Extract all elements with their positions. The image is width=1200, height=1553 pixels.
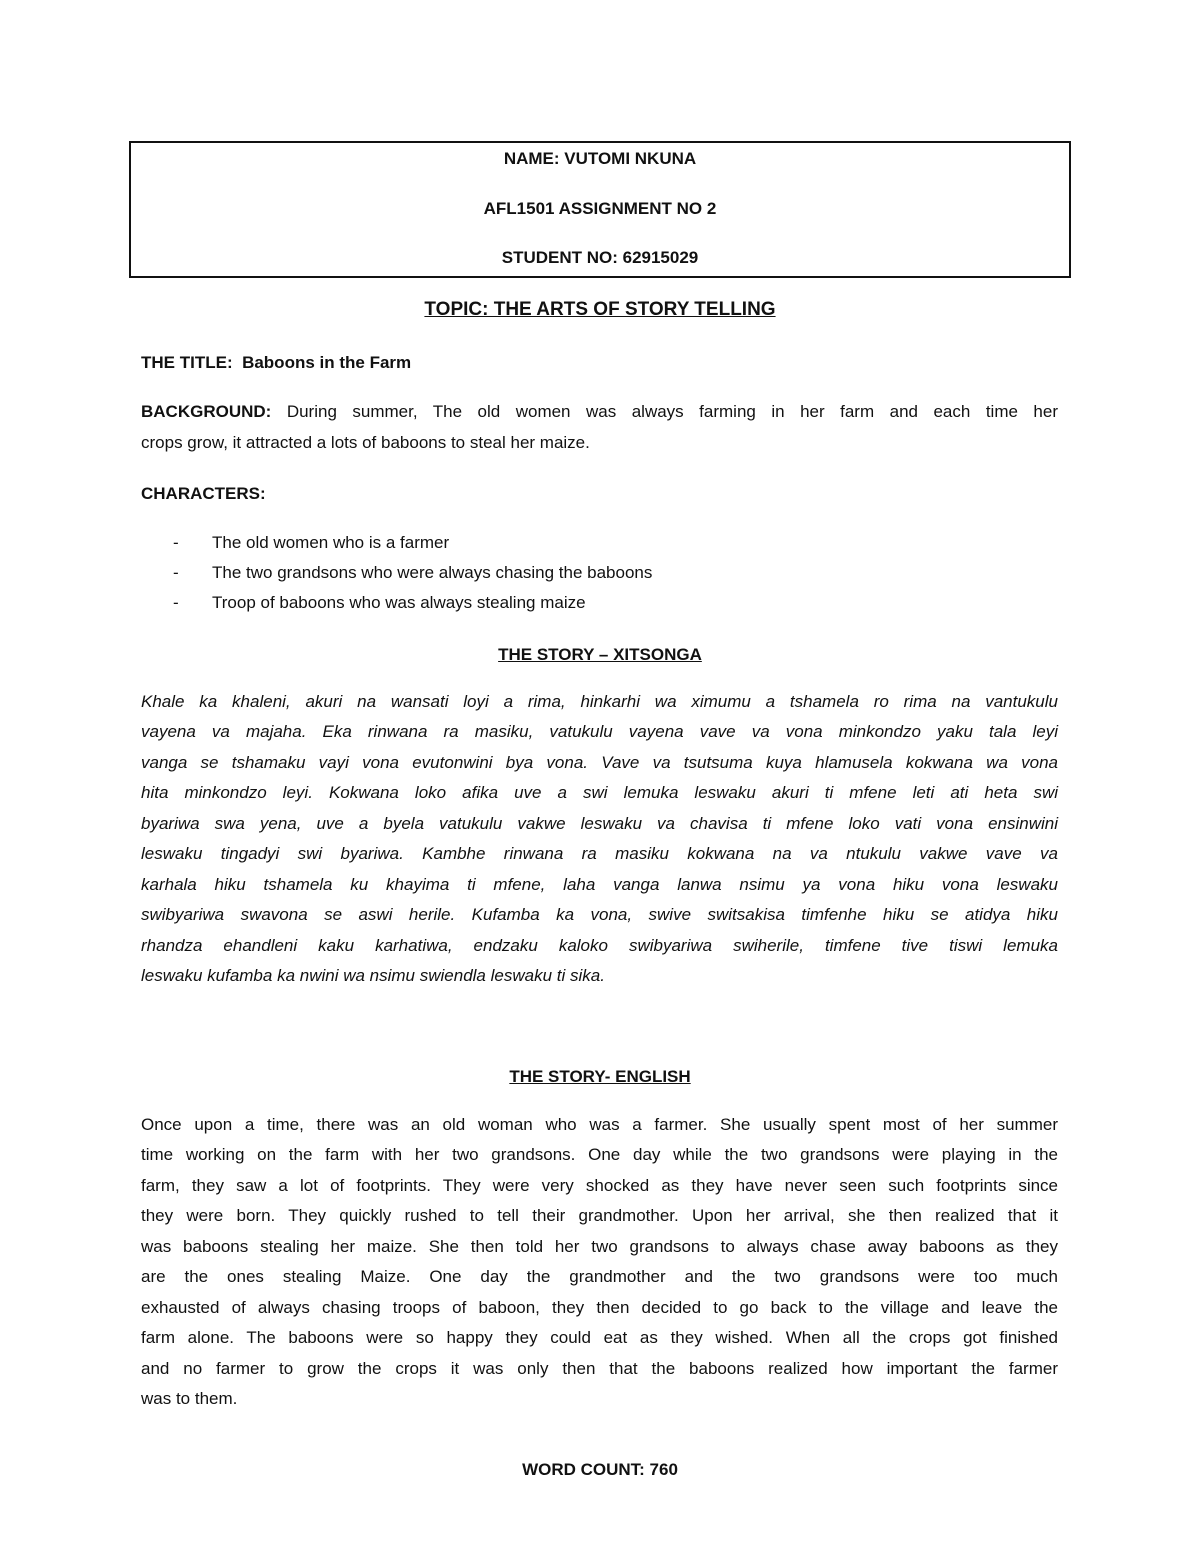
english-line: farm, they saw a lot of footprints. They were very shocked as they have never seen such footprints since xyxy=(141,1176,1058,1195)
title-value: Baboons in the Farm xyxy=(242,353,412,372)
background-line-2: crops grow, it attracted a lots of baboons to steal her maize. xyxy=(141,433,590,452)
english-line: farm alone. The baboons were so happy they could eat as they wished. When all the crops got finished xyxy=(141,1328,1058,1347)
xitsonga-line: leswaku kufamba ka nwini wa nsimu swiendla leswaku ti sika. xyxy=(141,966,605,985)
xitsonga-line: vayena va majaha. Eka rinwana ra masiku, vatukulu vayena vave va vona minkondzo yaku tala leyi xyxy=(141,722,1058,741)
xitsonga-line: karhala hiku tshamela ku khayima ti mfene, laha vanga lanwa nsimu ya vona hiku vona leswaku xyxy=(141,875,1058,894)
word-count: WORD COUNT: 760 xyxy=(522,1460,678,1479)
bullet-dash: - xyxy=(173,563,179,582)
xitsonga-line: byariwa swa yena, uve a byela vatukulu vakwe leswaku va chavisa ti mfene loko vati vona ensinwini xyxy=(141,814,1058,833)
xitsonga-line: rhandza ehandleni kaku karhatiwa, endzaku kaloko swibyariwa swiherile, timfene tive tiswi lemuka xyxy=(141,936,1058,955)
english-line: and no farmer to grow the crops it was only then that the baboons realized how important the farmer xyxy=(141,1359,1058,1378)
xitsonga-line: leswaku tingadyi swi byariwa. Kambhe rinwana ra masiku kokwana na va ntukulu vakwe vave va xyxy=(141,844,1058,863)
student-info-box xyxy=(129,141,1071,278)
background-text-1: During summer, The old women was always farming in her farm and each time her xyxy=(286,402,1058,421)
xitsonga-line: swibyariwa swavona se aswi herile. Kufamba ka vona, swive switsakisa timfenhe hiku se atidya hiku xyxy=(141,905,1058,924)
title-label: THE TITLE: xyxy=(141,353,233,372)
assignment-number: AFL1501 ASSIGNMENT NO 2 xyxy=(483,199,717,218)
student-number: STUDENT NO: 62915029 xyxy=(501,248,699,267)
character-item: Troop of baboons who was always stealing maize xyxy=(212,593,586,612)
english-story-heading: THE STORY- ENGLISH xyxy=(509,1067,691,1086)
xitsonga-line: hita minkondzo leyi. Kokwana loko afika uve a swi lemuka leswaku akuri ti mfene leti ati heta swi xyxy=(141,783,1058,802)
english-line: time working on the farm with her two grandsons. One day while the two grandsons were playing in the xyxy=(141,1145,1058,1164)
english-line: Once upon a time, there was an old woman who was a farmer. She usually spent most of her summer xyxy=(141,1115,1058,1134)
english-line: are the ones stealing Maize. One day the grandmother and the two grandsons were too much xyxy=(141,1267,1058,1286)
english-line: they were born. They quickly rushed to tell their grandmother. Upon her arrival, she then realized that it xyxy=(141,1206,1058,1225)
english-line: exhausted of always chasing troops of baboon, they then decided to go back to the village and leave the xyxy=(141,1298,1058,1317)
characters-label: CHARACTERS: xyxy=(141,484,266,503)
xitsonga-line: Khale ka khaleni, akuri na wansati loyi a rima, hinkarhi wa ximumu a tshamela ro rima na vantukulu xyxy=(141,692,1058,711)
student-name: NAME: VUTOMI NKUNA xyxy=(503,149,697,168)
english-line: was to them. xyxy=(141,1389,238,1408)
bullet-dash: - xyxy=(173,593,179,612)
english-line: was baboons stealing her maize. She then told her two grandsons to always chase away baboons as they xyxy=(141,1237,1058,1256)
bullet-dash: - xyxy=(173,533,179,552)
title-line xyxy=(141,353,1058,373)
xitsonga-line: vanga se tshamaku vayi vona evutonwini bya vona. Vave va tsutsuma kuya hlamusela kokwana wa vona xyxy=(141,753,1058,772)
xitsonga-story-heading: THE STORY – XITSONGA xyxy=(498,645,702,664)
topic-heading: TOPIC: THE ARTS OF STORY TELLING xyxy=(424,299,776,320)
background-line-1 xyxy=(141,402,1058,422)
character-item: The old women who is a farmer xyxy=(212,533,450,552)
character-item: The two grandsons who were always chasing the baboons xyxy=(212,563,653,582)
background-label: BACKGROUND: xyxy=(141,402,272,421)
